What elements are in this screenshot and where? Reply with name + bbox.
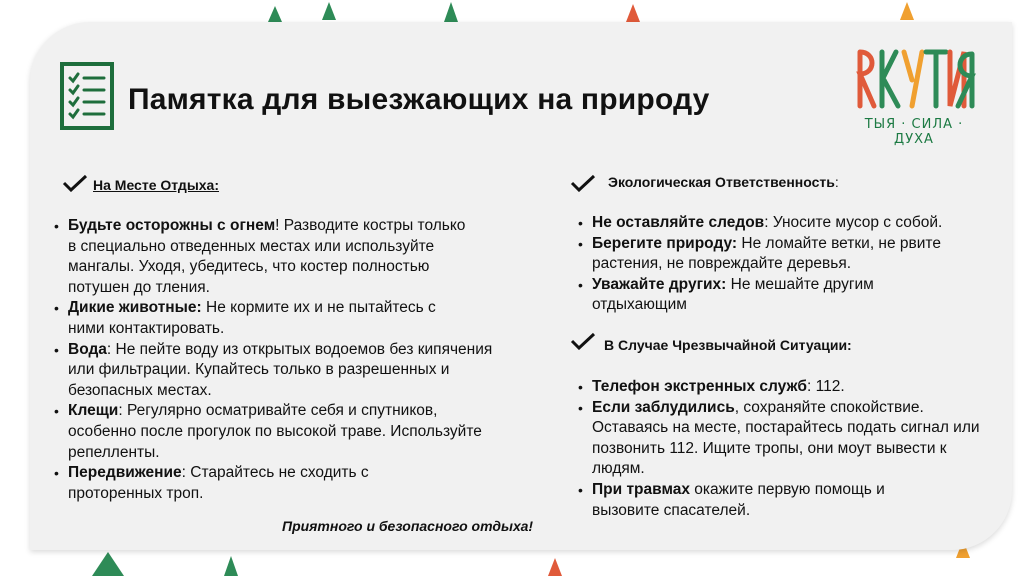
emergency-list xyxy=(578,377,998,521)
decor-tree xyxy=(444,2,458,22)
list-item: • Вода: Не пейте воду из открытых водоемов без кипячения или фильтрации. Купайтесь только в разрешенных и безопасных местах. xyxy=(54,340,494,402)
yakutia-logo xyxy=(852,44,976,147)
decor-tree xyxy=(92,552,124,576)
logo-wordmark xyxy=(852,44,976,114)
list-item: • Дикие животные: Не кормите их и не пытайтесь с ними контактировать. xyxy=(54,298,494,339)
section-heading-eco: Экологическая Ответственность: xyxy=(608,174,839,190)
list-item: • Телефон экстренных служб: 112. xyxy=(578,377,998,398)
list-item: • Если заблудились, сохраняйте спокойствие. Оставаясь на месте, постарайтесь подать сигнал или позвонить 112. Ищите тропы, они моут вывести к людям. xyxy=(578,398,998,480)
checkmark-icon xyxy=(62,174,88,192)
closing-message: Приятного и безопасного отдыха! xyxy=(282,518,534,534)
decor-tree xyxy=(626,4,640,22)
section-heading-rest-place: На Месте Отдыха: xyxy=(93,177,220,193)
decor-tree xyxy=(900,2,914,20)
checkmark-icon xyxy=(570,332,596,350)
list-item: • При травмах окажите первую помощь и вызовите спасателей. xyxy=(578,480,998,521)
checkmark-icon xyxy=(570,174,596,192)
list-item: • Будьте осторожны с огнем! Разводите костры только в специально отведенных местах или используйте мангалы. Уходя, убедитесь, что костер полностью потушен до тления. xyxy=(54,216,494,298)
decor-tree xyxy=(268,6,282,22)
list-item: • Передвижение: Старайтесь не сходить с проторенных троп. xyxy=(54,463,494,504)
page-title: Памятка для выезжающих на природу xyxy=(128,83,710,116)
decor-tree xyxy=(224,556,238,576)
eco-list xyxy=(578,213,998,316)
decor-tree xyxy=(322,2,336,20)
logo-tagline: ТЫЯ · СИЛА · ДУХА xyxy=(864,117,964,147)
list-item: • Уважайте других: Не мешайте другим отдыхающим xyxy=(578,275,998,316)
rest-place-list xyxy=(54,216,494,504)
list-item: • Клещи: Регулярно осматривайте себя и спутников, особенно после прогулок по высокой траве. Используйте репелленты. xyxy=(54,401,494,463)
list-item: • Берегите природу: Не ломайте ветки, не рвите растения, не повреждайте деревья. xyxy=(578,234,998,275)
section-heading-emergency: В Случае Чрезвычайной Ситуации: xyxy=(604,337,852,353)
list-item: • Не оставляйте следов: Уносите мусор с собой. xyxy=(578,213,998,234)
checklist-icon xyxy=(60,62,114,130)
decor-tree xyxy=(548,558,562,576)
